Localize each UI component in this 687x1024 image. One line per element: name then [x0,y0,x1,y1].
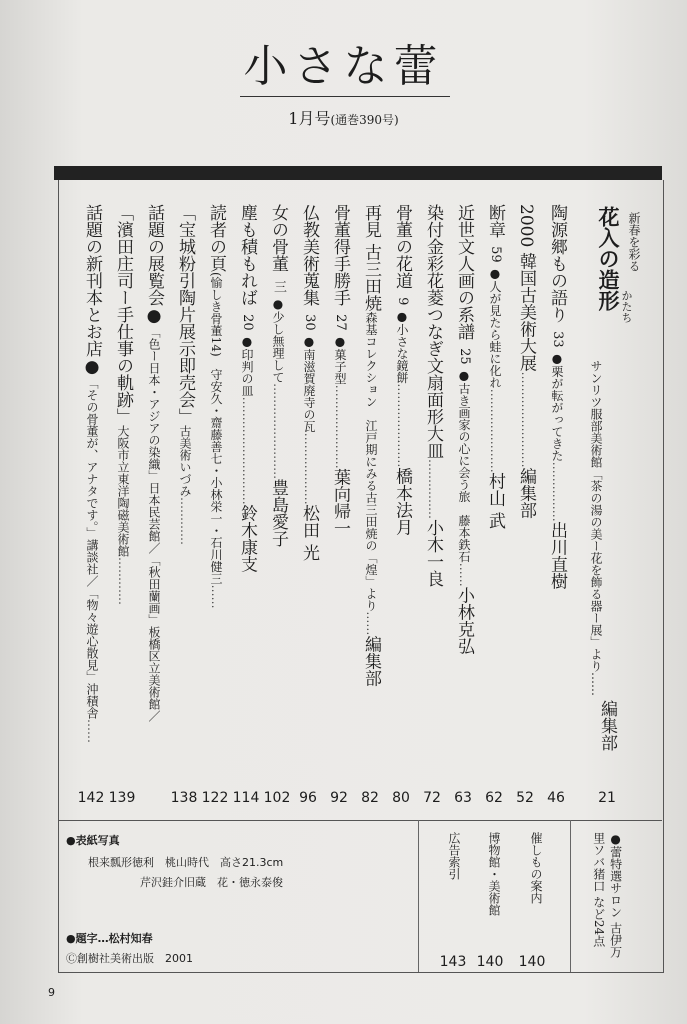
entry-leader: ……………………… [240,396,254,505]
cover-photo-label: ●表紙写真 [66,834,120,847]
entry-author: 鈴木康支 [237,504,257,573]
toc-entry [114,204,131,794]
side-page-2: 143 [439,954,467,970]
issue-number: 1月号(通巻390号) [288,109,399,128]
entry-title: 「濱田庄司ー手仕事の軌跡」 [113,204,133,425]
entry-subtitle: ●小さな鏡餅 [395,309,409,384]
feature-text: サンリツ服部美術館「茶の湯の美ー花を飾る器ー展」より…… [589,360,603,696]
toc-entry [176,204,193,794]
entry-page: 82 [361,790,379,806]
feature-kicker: 新春を彩る [627,212,641,272]
toc-entry [238,204,255,794]
toc-entry [424,204,441,794]
entry-leader: …… [85,719,99,743]
entry-page: 122 [201,790,229,806]
entry-page: 142 [77,790,105,806]
entry-title: 陶源郷もの語り [547,204,567,323]
entry-leader: …… [457,562,471,587]
entry-leader: …………… [550,461,564,522]
bottom-separator [418,820,419,972]
entry-title: 再見 古三田焼 [361,204,381,312]
entry-subtitle: ●少し無理して [271,297,285,384]
toc-entry [331,204,348,794]
entry-title: 読者の頁 [206,204,226,272]
entry-subtitle: 古美術いづみ [178,425,192,497]
toc-entry [517,204,534,794]
entry-page: 96 [299,790,317,806]
entry-title: 話題の展覧会● [144,204,164,326]
feature-heading: 花入の造形 [596,206,621,311]
entry-leader: ………………… [333,384,347,469]
entry-title: 骨董の花道 [392,204,412,289]
entry-leader: ………… [116,557,130,605]
entry-leader: …………………… [271,383,285,480]
entry-title: 仏教美術蒐集 [299,204,319,306]
feature-page: 21 [598,790,616,806]
entry-page: 102 [263,790,291,806]
toc-entry [269,204,286,794]
entry-page: 138 [170,790,198,806]
cover-photo-line1: 根来瓢形徳利 桃山時代 高さ21.3cm [88,856,284,869]
entry-subtitle: ●南滋賀廃寺の瓦 [302,334,316,433]
side-item-2: 広告索引 [447,832,461,880]
entry-author: 出川直樹 [547,521,567,590]
entry-author: 小林克弘 [454,586,474,655]
entry-leader: …… [364,611,378,636]
entry-leader: ………………… [488,388,502,473]
entry-series-number: 30 [302,310,317,331]
page-number: 9 [48,986,55,999]
salon-note: ●蕾特選サロン 古伊万里ソバ猪口 など24点 [591,832,623,958]
entry-subtitle: 森基コレクション 江戸期にみる古三田焼の「煌」より [364,311,378,612]
entry-title: 話題の新刊本とお店● [82,204,102,377]
feature-author: 編集部 [597,700,617,751]
entry-subtitle: ●栗が転がってきた [550,351,564,462]
entry-leader: …… [209,584,223,609]
entry-series-number: 33 [550,327,565,348]
entry-page: 62 [485,790,503,806]
entry-page: 52 [516,790,534,806]
toc-entry [486,204,503,794]
toc-entry [362,204,379,794]
entry-title: 近世文人画の系譜 [454,204,474,340]
entry-page: 139 [108,790,136,806]
entry-leader: ………… [178,497,192,545]
entry-series-number: 59 [488,242,503,263]
entry-author: 豊島愛子 [268,479,288,548]
entry-subtitle: ●古き画家の心に会う旅 藤本鉄石 [457,368,471,563]
entry-title: 「宝城粉引陶片展示即売会」 [175,204,195,425]
toc-entry [393,204,410,794]
toc-entry [300,204,317,794]
cover-photo-line2: 芹沢銈介旧蔵 花・徳永泰俊 [140,876,283,889]
entry-page: 46 [547,790,565,806]
entry-title: 女の骨董 [268,204,288,272]
toc-entry [145,204,162,794]
entry-subtitle: 「その骨董が、アナタです。」講談社／「物々遊心散見」沖積舎 [85,377,99,719]
entry-title: 塵も積もれば [237,204,257,306]
entry-subtitle: (愉しき骨董14) 守安久・齋藤善七・小林栄一・石川健三 [209,272,223,585]
side-item-1: 博物館・美術館 [487,832,501,916]
entry-leader: …………… [426,459,440,519]
entry-series-number: 三 [271,276,286,294]
entry-title: 骨董得手勝手 [330,204,350,306]
title-rule [240,96,450,97]
entry-subtitle: ●菓子型 [333,334,347,385]
toc-entry [207,204,224,794]
entry-author: 葉向帰一 [330,468,350,537]
entry-subtitle: 大阪市立東洋陶磁美術館 [116,425,130,557]
entry-subtitle: ●印判の皿 [240,334,254,397]
entry-series-number: 27 [333,310,348,331]
entry-author: 橋本法月 [392,467,412,536]
side-item-0: 催しもの案内 [529,832,543,904]
entry-author: 村山 武 [485,472,505,530]
entry-subtitle: 「色ー日本・アジアの染織」日本民芸館／「秋田蘭画」板橋区立美術館／ [147,326,161,722]
entry-leader: …………………… [519,371,533,468]
entry-title: 2000 韓国古美術大展 [516,204,536,372]
entry-subtitle: ●人が見たら蛙に化れ [488,266,502,389]
entry-author: 編集部 [516,467,536,519]
magazine-title: 小さな蕾 [243,41,444,92]
entry-page: 63 [454,790,472,806]
entry-series-number: 9 [395,293,410,306]
entry-title: 染付金彩花菱つなぎ文扇面形大皿 [423,204,443,459]
entry-page: 80 [392,790,410,806]
toc-entry [455,204,472,794]
toc-entry [548,204,565,794]
entry-page: 72 [423,790,441,806]
side-page-0: 140 [518,954,546,970]
entry-leader: ………………… [395,383,409,468]
entry-leader: ……………… [302,432,316,505]
toc-entry [83,204,100,794]
entry-author: 小木一良 [423,519,443,587]
entry-author: 松田 光 [299,504,319,562]
toc-divider [58,820,662,821]
calligraphy-credit: ●題字…松村知春 [66,932,153,945]
entry-title: 断章 [485,204,505,238]
entry-series-number: 25 [457,344,472,365]
entry-page: 92 [330,790,348,806]
salon-separator [570,820,571,972]
entry-series-number: 20 [240,310,255,331]
entry-page: 114 [232,790,260,806]
entry-author: 編集部 [361,635,381,687]
feature-ruby: かたち [620,290,633,323]
toc-header-bar [54,166,662,180]
publisher-credit: Ⓒ創樹社美術出版 2001 [66,952,193,965]
side-page-1: 140 [476,954,504,970]
